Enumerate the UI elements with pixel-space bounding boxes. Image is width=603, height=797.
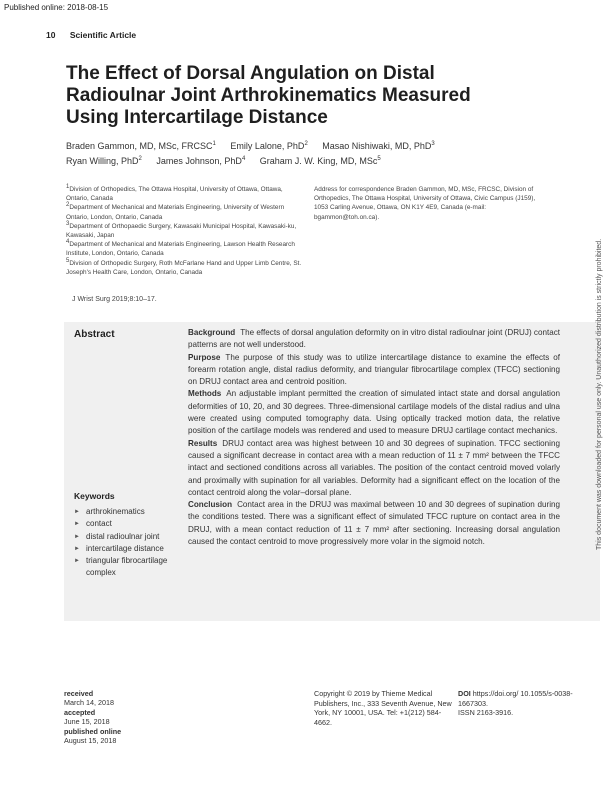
affiliation: $^2$Department of Mechanical and Materials Engineering, University of Western Ontario, London, Ontario, Canada [66, 202, 285, 221]
abstract-section: Background The effects of dorsal angulation deformity on in vitro distal radioulnar joint (DRUJ) contact patterns are not well understood. [188, 328, 560, 350]
doi-link[interactable]: https://doi.org/ 10.1055/s-0038-1667303. [458, 689, 573, 708]
keyword-list [74, 506, 184, 580]
article-title [66, 63, 506, 129]
download-notice: This document was downloaded for personal use only. Unauthorized distribution is strictly prohibited. [596, 238, 603, 550]
section-label: Scientific Article [69, 30, 137, 40]
affiliation: $^5$Division of Orthopedic Surgery, Roth McFarlane Hand and Upper Limb Centre, St. Joseph's Health Care, London, Ontario, Canada [66, 257, 302, 276]
abstract-heading: Abstract [74, 329, 115, 340]
keyword-item: ► triangular fibrocartilage complex [74, 555, 184, 580]
received-date: March 14, 2018 [64, 698, 114, 708]
keyword-item: ► distal radioulnar joint [74, 531, 184, 543]
received-label: received [64, 689, 94, 698]
title-line: The Effect of Dorsal Angulation on Distal [66, 63, 435, 84]
doi-block [458, 689, 588, 718]
accepted-label: accepted [64, 707, 96, 717]
affiliation: $^1$Division of Orthopedics, The Ottawa Hospital, University of Ottawa, Ottawa, Ontario, Canada [66, 183, 283, 203]
author: Braden Gammon, MD, MSc, FRCSC$^1$ [66, 141, 216, 151]
correspondence-address [314, 185, 544, 222]
side-notice [588, 190, 603, 550]
affiliations [66, 185, 306, 277]
abstract-section: Methods An adjustable implant permitted the creation of simulated intact state and dorsal angulation deformities of 10, 20, and 30 degrees. Three-dimensional cartilage models of the distal radius and ulna were created using computed tomography data. Using optically tracked motion data, the relative position of the cartilage models was rendered and used to measure DRUJ cartilage contact mechanics. [188, 389, 560, 436]
copyright-notice: Copyright © 2019 by Thieme Medical Publishers, Inc., 333 Seventh Avenue, New York, NY 10001, USA. Tel: +1(212) 584-4662. [314, 689, 452, 727]
abstract-section: Results DRUJ contact area was highest between 10 and 30 degrees of supination. TFCC sectioning caused a significant decrease in contact area with a mean reduction of 11 ± 7 mm² between the TFCC intact and sectioned conditions across all variables. The position of the contact centroid moved volarly and proximally with supination for all variables. Deformity had a significant effect on the location of the contact centroid along the volar–dorsal plane. [188, 438, 560, 497]
page-header [46, 30, 136, 40]
accepted-date: June 15, 2018 [64, 717, 110, 727]
page-number: 10 [46, 30, 56, 40]
keyword-item: ► intercartilage distance [74, 543, 184, 555]
abstract-body [188, 327, 560, 548]
published-date: August 15, 2018 [64, 736, 117, 746]
author: Emily Lalone, PhD$^2$ [230, 141, 308, 151]
article-dates [64, 689, 184, 745]
doi-label: DOI [458, 689, 471, 698]
author: Masao Nishiwaki, MD, PhD$^3$ [322, 141, 435, 151]
correspondence-label: Address for correspondence [314, 186, 395, 193]
published-online-stamp: Published online: 2018-08-15 [4, 3, 109, 12]
correspondence-text: Braden Gammon, MD, MSc, FRCSC, Division of Orthopedics, The Ottawa Hospital, University of Ottawa, Civic Campus (J159), 1053 Carling Avenue, Ottawa, ON K1Y 4E9, Canada (e-mail: bgammon@toh.on.ca). [314, 186, 536, 221]
title-line: Radioulnar Joint Arthrokinematics Measured [66, 85, 471, 106]
published-label: published online [64, 726, 122, 736]
author: Graham J. W. King, MD, MSc$^5$ [259, 156, 381, 166]
affiliation: $^4$Department of Mechanical and Materials Engineering, Lawson Health Research Institute, London, Ontario, Canada [66, 239, 295, 258]
author: James Johnson, PhD$^4$ [156, 156, 246, 166]
author: Ryan Willing, PhD$^2$ [66, 156, 142, 166]
author-list [66, 139, 506, 169]
abstract-section: Purpose The purpose of this study was to utilize intercartilage distance to examine the effects of forearm rotation angle, distal radius deformity, and triangular fibrocartilage complex (TFCC) sectioning on DRUJ contact area and centroid position. [188, 352, 560, 387]
keywords-heading: Keywords [74, 491, 115, 501]
title-line: Using Intercartilage Distance [66, 107, 328, 128]
journal-citation: J Wrist Surg 2019;8:10–17. [72, 296, 157, 303]
abstract-section: Conclusion Contact area in the DRUJ was maximal between 10 and 30 degrees of supination during the conditions tested. There was a significant effect of simulated TFCC rupture on contact area in the DRUJ, with a mean contact reduction of 11 ± 7 mm² after sectioning. Increasing dorsal angulation caused the contact centroid to move progressively more volar in the sigmoid notch. [188, 500, 560, 547]
issn: ISSN 2163-3916. [458, 708, 514, 718]
keyword-item: ► arthrokinematics [74, 506, 184, 518]
affiliation: $^3$Department of Orthopaedic Surgery, Kawasaki Municipal Hospital, Kawasaki-ku, Kawasaki, Japan [66, 220, 297, 240]
keyword-item: ► contact [74, 518, 184, 530]
